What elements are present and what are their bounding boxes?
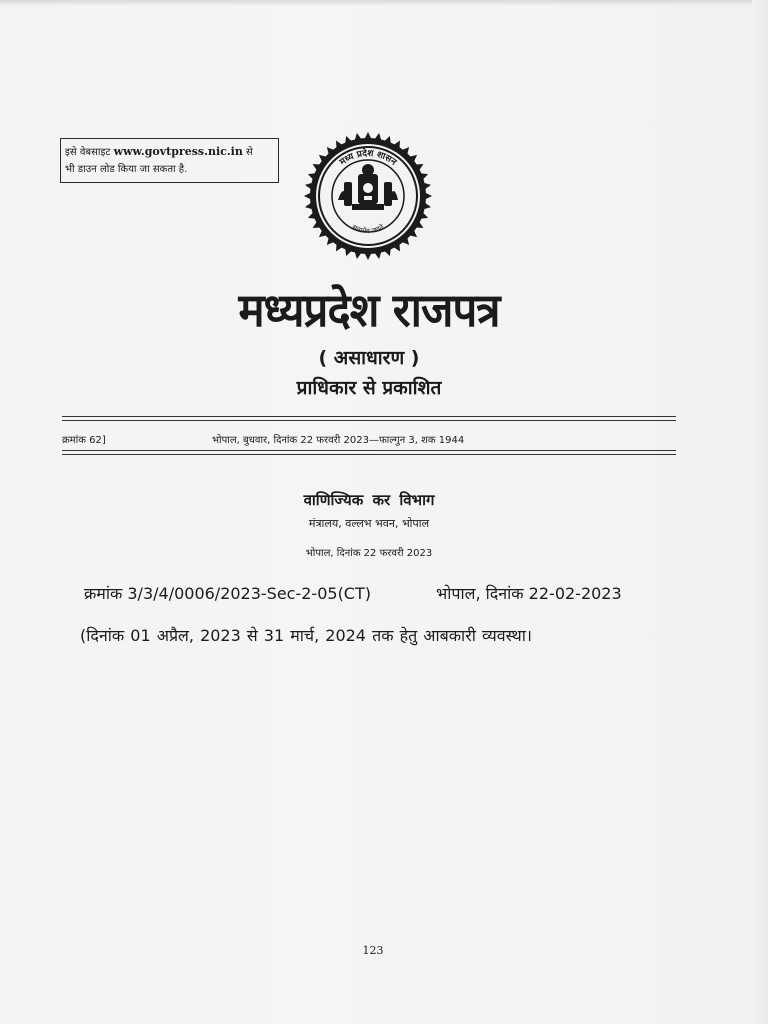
order-number: क्रमांक 3/3/4/0006/2023-Sec-2-05(CT) [84,584,371,603]
top-rule-1 [62,416,676,417]
top-rule-2 [62,420,676,421]
bottom-rule-1 [62,450,676,451]
scan-right-edge [752,0,768,1024]
publication-authority: प्राधिकार से प्रकाशित [296,377,442,399]
notice-line-2: भी डाउन लोड किया जा सकता है. [65,164,188,175]
notice-line-1 [65,143,278,161]
scan-top-edge [0,0,768,6]
department-name: वाणिज्यिक कर विभाग [303,491,435,509]
notice-url: www.govtpress.nic.in [113,145,243,158]
department-date: भोपाल, दिनांक 22 फरवरी 2023 [305,548,433,559]
emblem-top-text: मध्य प्रदेश शासन [338,148,398,168]
page-number: 123 [362,944,384,957]
madhya-pradesh-emblem-icon [302,130,434,262]
bottom-rule-2 [62,454,676,455]
gazette-title: मध्यप्रदेश राजपत्र [238,283,500,337]
website-notice-box [60,138,279,183]
order-date: भोपाल, दिनांक 22-02-2023 [436,584,622,603]
notice-suffix: से [242,147,253,158]
issue-date-line: भोपाल, बुधवार, दिनांक 22 फरवरी 2023—फाल्गुन 3, शक 1944 [212,435,465,446]
gazette-subtitle: ( असाधारण ) [318,347,420,369]
emblem-motto-text: सत्यमेव जयते [350,223,386,236]
issue-number: क्रमांक 62] [62,435,106,446]
department-address: मंत्रालय, वल्लभ भवन, भोपाल [308,517,430,530]
notice-prefix: इसे वेबसाइट [65,147,114,158]
order-heading: (दिनांक 01 अप्रैल, 2023 से 31 मार्च, 2024 तक हेतु आबकारी व्यवस्था। [80,626,532,645]
